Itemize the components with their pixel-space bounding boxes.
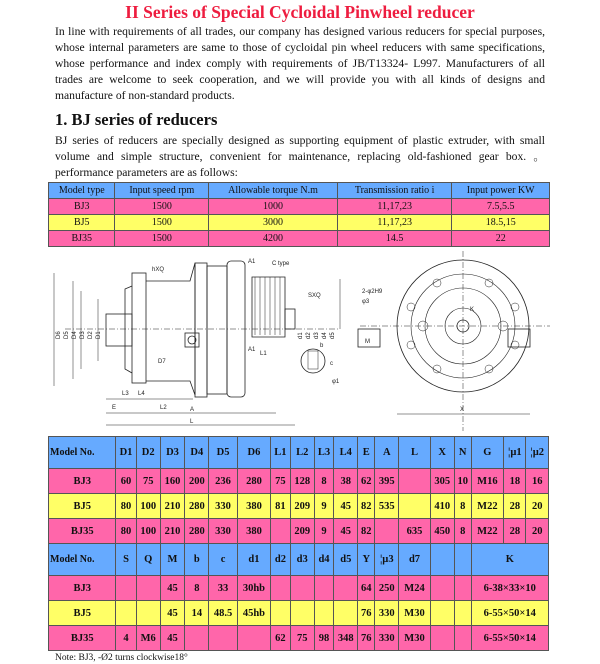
column-header: Y bbox=[358, 544, 375, 576]
table-cell: BJ5 bbox=[49, 215, 115, 231]
column-header: N bbox=[454, 437, 471, 469]
table-cell: 75 bbox=[271, 469, 290, 494]
table-cell: 348 bbox=[334, 626, 358, 651]
column-header: D4 bbox=[185, 437, 209, 469]
drawing-label: A bbox=[190, 407, 195, 413]
table-cell: 100 bbox=[136, 519, 160, 544]
table-cell: 330 bbox=[375, 626, 399, 651]
table-cell bbox=[454, 576, 471, 601]
table-row bbox=[49, 601, 549, 626]
table-cell: M22 bbox=[471, 494, 504, 519]
section-paragraph: BJ series of reducers are specially designed as supporting equipment of plastic extruder, with small volume and simple structure, convenient for maintenance, replacing old-fashioned gear box. 。performance parameters are as follows: bbox=[55, 134, 545, 179]
diameter-label: D3 bbox=[80, 331, 86, 339]
column-header: d2 bbox=[271, 544, 290, 576]
table-cell: 45hb bbox=[237, 601, 271, 626]
table-cell: 280 bbox=[237, 469, 271, 494]
table-cell bbox=[209, 626, 237, 651]
column-header: Transmission ratio i bbox=[337, 183, 451, 199]
diameter-label: D2 bbox=[88, 331, 94, 339]
table-cell: 11,17,23 bbox=[337, 199, 451, 215]
column-header: X bbox=[430, 437, 454, 469]
diameter-label: D5 bbox=[64, 331, 70, 339]
diameter-label: D6 bbox=[56, 331, 62, 339]
column-header: d3 bbox=[290, 544, 314, 576]
table-row bbox=[49, 494, 549, 519]
column-header: D3 bbox=[160, 437, 184, 469]
table-cell: 48.5 bbox=[209, 601, 237, 626]
table-cell: 45 bbox=[160, 626, 184, 651]
table-cell: 75 bbox=[290, 626, 314, 651]
table-cell: 22 bbox=[452, 231, 550, 247]
column-header: Q bbox=[136, 544, 160, 576]
table-cell: 9 bbox=[314, 519, 333, 544]
column-header bbox=[430, 544, 454, 576]
table-cell: 280 bbox=[185, 494, 209, 519]
table-cell: 45 bbox=[160, 601, 184, 626]
table-cell bbox=[271, 576, 290, 601]
table-cell: 14.5 bbox=[337, 231, 451, 247]
table-cell: BJ35 bbox=[49, 231, 115, 247]
column-header: Model No. bbox=[49, 437, 116, 469]
table-cell: 80 bbox=[116, 494, 136, 519]
table-cell: 380 bbox=[237, 519, 271, 544]
table-cell: 33 bbox=[209, 576, 237, 601]
column-header: d7 bbox=[399, 544, 430, 576]
table-cell: 75 bbox=[136, 469, 160, 494]
table-cell bbox=[271, 601, 290, 626]
table-cell: M6 bbox=[136, 626, 160, 651]
table-cell: M16 bbox=[471, 469, 504, 494]
column-header: Model No. bbox=[49, 544, 116, 576]
column-header: M bbox=[160, 544, 184, 576]
table-cell: 1000 bbox=[209, 199, 338, 215]
table-cell: 10 bbox=[454, 469, 471, 494]
drawing-label: M bbox=[365, 339, 370, 345]
column-header: D6 bbox=[237, 437, 271, 469]
drawing-label: A1 bbox=[248, 347, 256, 353]
table-cell: 635 bbox=[399, 519, 430, 544]
table-cell: 28 bbox=[504, 494, 526, 519]
drawing-label: L1 bbox=[260, 351, 267, 357]
column-header: ¦µ2 bbox=[526, 437, 549, 469]
table-cell: M30 bbox=[399, 626, 430, 651]
table-cell: BJ35 bbox=[49, 626, 116, 651]
table-cell: BJ5 bbox=[49, 601, 116, 626]
table-cell bbox=[334, 601, 358, 626]
table-cell: BJ3 bbox=[49, 469, 116, 494]
table-cell bbox=[430, 576, 454, 601]
table-row bbox=[49, 626, 549, 651]
column-header: L1 bbox=[271, 437, 290, 469]
table-cell: 200 bbox=[185, 469, 209, 494]
table-cell: 380 bbox=[237, 494, 271, 519]
table-cell: 8 bbox=[454, 494, 471, 519]
table-cell: 80 bbox=[116, 519, 136, 544]
table-row bbox=[49, 469, 549, 494]
table-cell: 28 bbox=[504, 519, 526, 544]
shaft-diameter-label: d5 bbox=[330, 332, 336, 339]
table-cell: 8 bbox=[454, 519, 471, 544]
table-cell: 410 bbox=[430, 494, 454, 519]
table-row bbox=[49, 519, 549, 544]
table-cell bbox=[271, 519, 290, 544]
table-cell: 280 bbox=[185, 519, 209, 544]
column-header: L4 bbox=[334, 437, 358, 469]
shaft-diameter-label: d3 bbox=[314, 332, 320, 339]
table-cell: 1500 bbox=[115, 215, 209, 231]
drawing-label: E bbox=[112, 405, 117, 411]
table-cell: 20 bbox=[526, 494, 549, 519]
table-cell: 3000 bbox=[209, 215, 338, 231]
table-cell: 1500 bbox=[115, 231, 209, 247]
column-header: K bbox=[471, 544, 548, 576]
table-cell: 4 bbox=[116, 626, 136, 651]
table-header-row bbox=[49, 437, 549, 469]
table-cell: 81 bbox=[271, 494, 290, 519]
table-cell bbox=[185, 626, 209, 651]
table-cell: BJ3 bbox=[49, 576, 116, 601]
column-header: D2 bbox=[136, 437, 160, 469]
table-cell: 38 bbox=[334, 469, 358, 494]
table-cell bbox=[430, 626, 454, 651]
table-cell: M30 bbox=[399, 601, 430, 626]
drawing-label: L4 bbox=[138, 391, 145, 397]
drawing-label: φ1 bbox=[332, 379, 340, 385]
column-header: D5 bbox=[209, 437, 237, 469]
table-header-row bbox=[49, 183, 550, 199]
drawing-label: A1 bbox=[248, 259, 256, 265]
table-cell: 535 bbox=[375, 494, 399, 519]
table-row bbox=[49, 231, 550, 247]
table-cell: 7.5,5.5 bbox=[452, 199, 550, 215]
table-cell bbox=[399, 469, 430, 494]
table-cell: 9 bbox=[314, 494, 333, 519]
table-cell: 11,17,23 bbox=[337, 215, 451, 231]
table-cell: 395 bbox=[375, 469, 399, 494]
table-cell: 20 bbox=[526, 519, 549, 544]
table-cell bbox=[314, 601, 333, 626]
drawing-label: K bbox=[470, 307, 475, 313]
table-cell: 8 bbox=[314, 469, 333, 494]
column-header: E bbox=[358, 437, 375, 469]
drawing-label: D7 bbox=[158, 359, 166, 365]
table-cell: 45 bbox=[160, 576, 184, 601]
table-cell bbox=[136, 601, 160, 626]
table-cell: 1500 bbox=[115, 199, 209, 215]
table-cell: 160 bbox=[160, 469, 184, 494]
table-cell: 82 bbox=[358, 519, 375, 544]
table-cell bbox=[290, 576, 314, 601]
table-cell: 330 bbox=[375, 601, 399, 626]
table-cell: 76 bbox=[358, 601, 375, 626]
column-header: d1 bbox=[237, 544, 271, 576]
section-heading: 1. BJ series of reducers bbox=[55, 110, 218, 129]
drawing-label: b bbox=[320, 343, 324, 349]
table-cell bbox=[454, 626, 471, 651]
column-header: G bbox=[471, 437, 504, 469]
drawing-label: φ3 bbox=[362, 299, 370, 305]
table-cell: 18.5,15 bbox=[452, 215, 550, 231]
table-cell: 60 bbox=[116, 469, 136, 494]
table-cell bbox=[375, 519, 399, 544]
table-cell: 210 bbox=[160, 494, 184, 519]
table-cell bbox=[116, 576, 136, 601]
table-cell: 6-55×50×14 bbox=[471, 626, 548, 651]
table-cell: 45 bbox=[334, 494, 358, 519]
table-cell bbox=[430, 601, 454, 626]
table-cell: M24 bbox=[399, 576, 430, 601]
column-header: ¦µ3 bbox=[375, 544, 399, 576]
column-header: c bbox=[209, 544, 237, 576]
drawing-label: hXQ bbox=[152, 267, 165, 273]
table-cell: 236 bbox=[209, 469, 237, 494]
column-header: A bbox=[375, 437, 399, 469]
table-cell: 8 bbox=[185, 576, 209, 601]
table-row bbox=[49, 576, 549, 601]
table-cell: 450 bbox=[430, 519, 454, 544]
column-header: S bbox=[116, 544, 136, 576]
table-cell bbox=[314, 576, 333, 601]
table-cell: 62 bbox=[358, 469, 375, 494]
column-header bbox=[454, 544, 471, 576]
table-cell: 14 bbox=[185, 601, 209, 626]
column-header: L bbox=[399, 437, 430, 469]
table-cell: 45 bbox=[334, 519, 358, 544]
drawing-label: X bbox=[460, 407, 465, 413]
drawing-label: L2 bbox=[160, 405, 167, 411]
column-header: Input power KW bbox=[452, 183, 550, 199]
table-cell bbox=[237, 626, 271, 651]
table-cell: 18 bbox=[504, 469, 526, 494]
column-header: L2 bbox=[290, 437, 314, 469]
table-cell: 100 bbox=[136, 494, 160, 519]
table-cell bbox=[116, 601, 136, 626]
column-header: b bbox=[185, 544, 209, 576]
column-header: D1 bbox=[116, 437, 136, 469]
table-cell: 209 bbox=[290, 519, 314, 544]
column-header: Allowable torque N.m bbox=[209, 183, 338, 199]
dimension-table bbox=[48, 436, 549, 651]
table-cell: 76 bbox=[358, 626, 375, 651]
table-cell: BJ5 bbox=[49, 494, 116, 519]
drawing-label: L bbox=[190, 419, 194, 425]
table-cell: 6-55×50×14 bbox=[471, 601, 548, 626]
column-header: Model type bbox=[49, 183, 115, 199]
table-cell bbox=[290, 601, 314, 626]
table-cell: 82 bbox=[358, 494, 375, 519]
table-cell: 16 bbox=[526, 469, 549, 494]
performance-table bbox=[48, 182, 550, 247]
column-header: Input speed rpm bbox=[115, 183, 209, 199]
column-header: d4 bbox=[314, 544, 333, 576]
column-header: d5 bbox=[334, 544, 358, 576]
table-cell bbox=[334, 576, 358, 601]
table-cell: 30hb bbox=[237, 576, 271, 601]
diameter-label: D1 bbox=[96, 331, 102, 339]
table-cell: 62 bbox=[271, 626, 290, 651]
table-cell: BJ35 bbox=[49, 519, 116, 544]
table-cell: M22 bbox=[471, 519, 504, 544]
drawing-label: SXQ bbox=[308, 293, 321, 299]
table-cell: 209 bbox=[290, 494, 314, 519]
table-cell: 98 bbox=[314, 626, 333, 651]
table-cell: 305 bbox=[430, 469, 454, 494]
table-cell: 210 bbox=[160, 519, 184, 544]
intro-paragraph: In line with requirements of all trades, our company has designed various reducers for special purposes, whose internal parameters are same to those of cycloidal pin wheel reducers with same specifications, whose performance and index comply with requirements of JB/T13324- L997. Manufacturers of all trades are welcome to seek cooperation, and we will provide you with all kinds of designs and manufacture of non-standard products. bbox=[55, 25, 545, 102]
shaft-diameter-label: d1 bbox=[298, 332, 304, 339]
table-cell bbox=[399, 494, 430, 519]
shaft-diameter-label: d4 bbox=[322, 332, 328, 339]
table-cell: 330 bbox=[209, 519, 237, 544]
shaft-diameter-label: d2 bbox=[306, 332, 312, 339]
page-title: II Series of Special Cycloidal Pinwheel reducer bbox=[125, 2, 475, 22]
column-header: L3 bbox=[314, 437, 333, 469]
table-cell: 128 bbox=[290, 469, 314, 494]
column-header: ¦µ1 bbox=[504, 437, 526, 469]
table-cell: 4200 bbox=[209, 231, 338, 247]
table-cell bbox=[136, 576, 160, 601]
table-header-row bbox=[49, 544, 549, 576]
table-cell: BJ3 bbox=[49, 199, 115, 215]
drawing-label: L3 bbox=[122, 391, 129, 397]
drawing-label: c bbox=[330, 361, 333, 367]
table-cell: 6-38×33×10 bbox=[471, 576, 548, 601]
diameter-label: D4 bbox=[72, 331, 78, 339]
table-cell: 330 bbox=[209, 494, 237, 519]
drawing-label: 2-φ2H9 bbox=[362, 289, 383, 295]
table-cell: 250 bbox=[375, 576, 399, 601]
table-cell: 64 bbox=[358, 576, 375, 601]
table-row bbox=[49, 199, 550, 215]
table-row bbox=[49, 215, 550, 231]
table-cell bbox=[454, 601, 471, 626]
reducer-technical-drawing bbox=[40, 251, 560, 431]
drawing-label: C type bbox=[272, 261, 290, 267]
note-text: Note: BJ3, -Ø2 turns clockwise18° bbox=[55, 653, 188, 663]
